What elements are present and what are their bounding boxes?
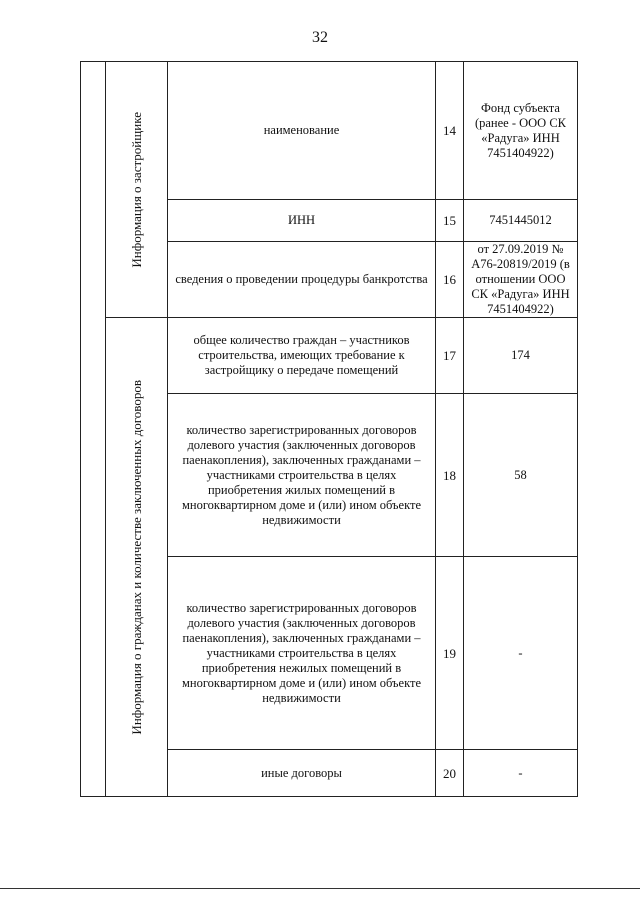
- row-label: иные договоры: [168, 750, 436, 797]
- left-margin-column: [81, 62, 106, 797]
- row-label: наименование: [168, 62, 436, 200]
- developer-info-table: [80, 61, 578, 797]
- row-label: количество зарегистрированных договоров долевого участия (заключенных договоров паенакопления), заключенных гражданами – участниками строительства в целях приобретения жилых помещений в многоквартирном доме и (или) ином объекте недвижимости: [168, 394, 436, 557]
- row-label: ИНН: [168, 200, 436, 242]
- row-value: 174: [464, 318, 578, 394]
- row-number: 16: [436, 242, 464, 318]
- row-value: 7451445012: [464, 200, 578, 242]
- table-row: [81, 62, 578, 200]
- row-number: 19: [436, 557, 464, 750]
- row-number: 20: [436, 750, 464, 797]
- section-developer: [106, 62, 168, 318]
- row-label: сведения о проведении процедуры банкротства: [168, 242, 436, 318]
- row-value: от 27.09.2019 № А76-20819/2019 (в отношении ООО СК «Радуга» ИНН 7451404922): [464, 242, 578, 318]
- row-label: общее количество граждан – участников строительства, имеющих требование к застройщику о передаче помещений: [168, 318, 436, 394]
- row-number: 17: [436, 318, 464, 394]
- row-number: 14: [436, 62, 464, 200]
- row-value: -: [464, 750, 578, 797]
- table-row: [81, 318, 578, 394]
- section-developer-label: Информация о застройщике: [129, 111, 144, 268]
- row-value: -: [464, 557, 578, 750]
- row-value: 58: [464, 394, 578, 557]
- row-number: 18: [436, 394, 464, 557]
- section-citizens: [106, 318, 168, 797]
- row-label: количество зарегистрированных договоров долевого участия (заключенных договоров паенакопления), заключенных гражданами – участниками строительства в целях приобретения нежилых помещений в многоквартирном доме и (или) ином объекте недвижимости: [168, 557, 436, 750]
- page-bottom-edge: [0, 888, 640, 889]
- row-number: 15: [436, 200, 464, 242]
- page-number: 32: [312, 29, 328, 46]
- section-citizens-label: Информация о гражданах и количестве заключенных договоров: [129, 379, 144, 735]
- row-value: Фонд субъекта (ранее - ООО СК «Радуга» ИНН 7451404922): [464, 62, 578, 200]
